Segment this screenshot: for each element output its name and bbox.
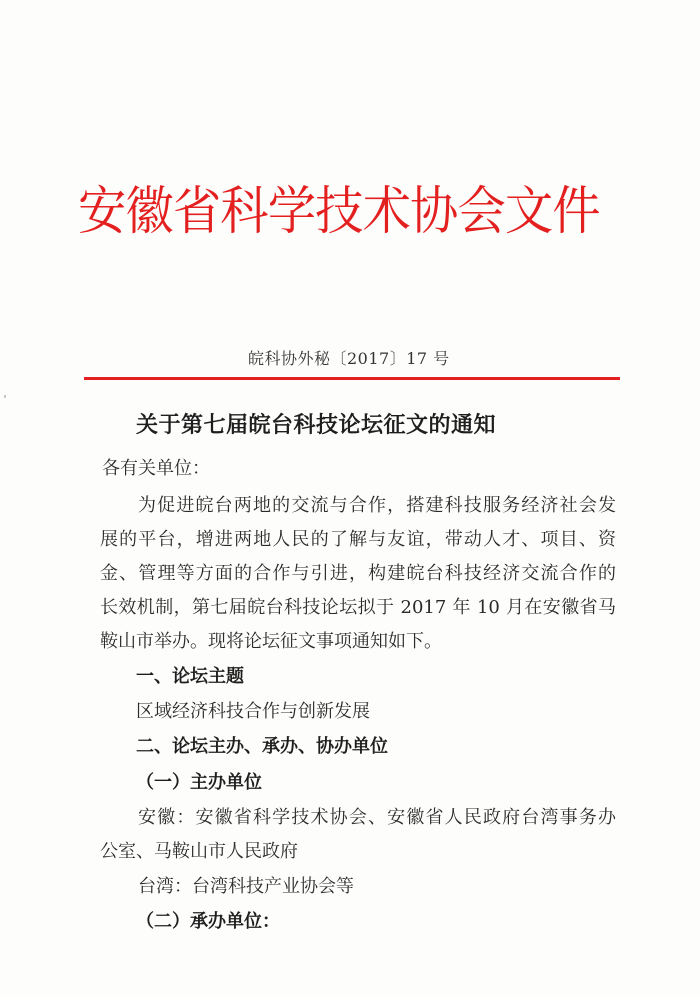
- intro-line-3: 金、管理等方面的合作与引进，构建皖台科技经济交流合作的: [100, 563, 616, 584]
- anhui-organizers-line-1: 安徽：安徽省科学技术协会、安徽省人民政府台湾事务办: [138, 807, 616, 828]
- intro-line-1: 为促进皖台两地的交流与合作，搭建科技服务经济社会发: [138, 495, 616, 516]
- intro-line-4: 长效机制，第七届皖台科技论坛拟于 2017 年 10 月在安徽省马: [100, 597, 616, 618]
- section-1-text: 区域经济科技合作与创新发展: [136, 701, 370, 722]
- salutation: 各有关单位：: [102, 458, 210, 479]
- anhui-organizers-line-2: 公室、马鞍山市人民政府: [100, 841, 298, 862]
- document-header-title: 安徽省科学技术协会文件: [78, 182, 600, 242]
- document-number: 皖科协外秘〔2017〕17 号: [248, 349, 450, 368]
- intro-line-5: 鞍山市举办。现将论坛征文事项通知如下。: [100, 631, 442, 652]
- taiwan-organizers: 台湾：台湾科技产业协会等: [138, 876, 354, 897]
- section-2-heading: 二、论坛主办、承办、协办单位: [136, 736, 388, 757]
- subsection-1-heading: （一）主办单位: [136, 772, 262, 793]
- section-1-heading: 一、论坛主题: [136, 666, 244, 687]
- notice-title: 关于第七届皖台科技论坛征文的通知: [136, 413, 497, 438]
- intro-line-2: 展的平台，增进两地人民的了解与友谊，带动人才、项目、资: [100, 529, 616, 550]
- scan-edge-mark: [4, 395, 6, 398]
- subsection-2-heading: （二）承办单位：: [136, 911, 280, 932]
- red-separator-line: [84, 377, 620, 380]
